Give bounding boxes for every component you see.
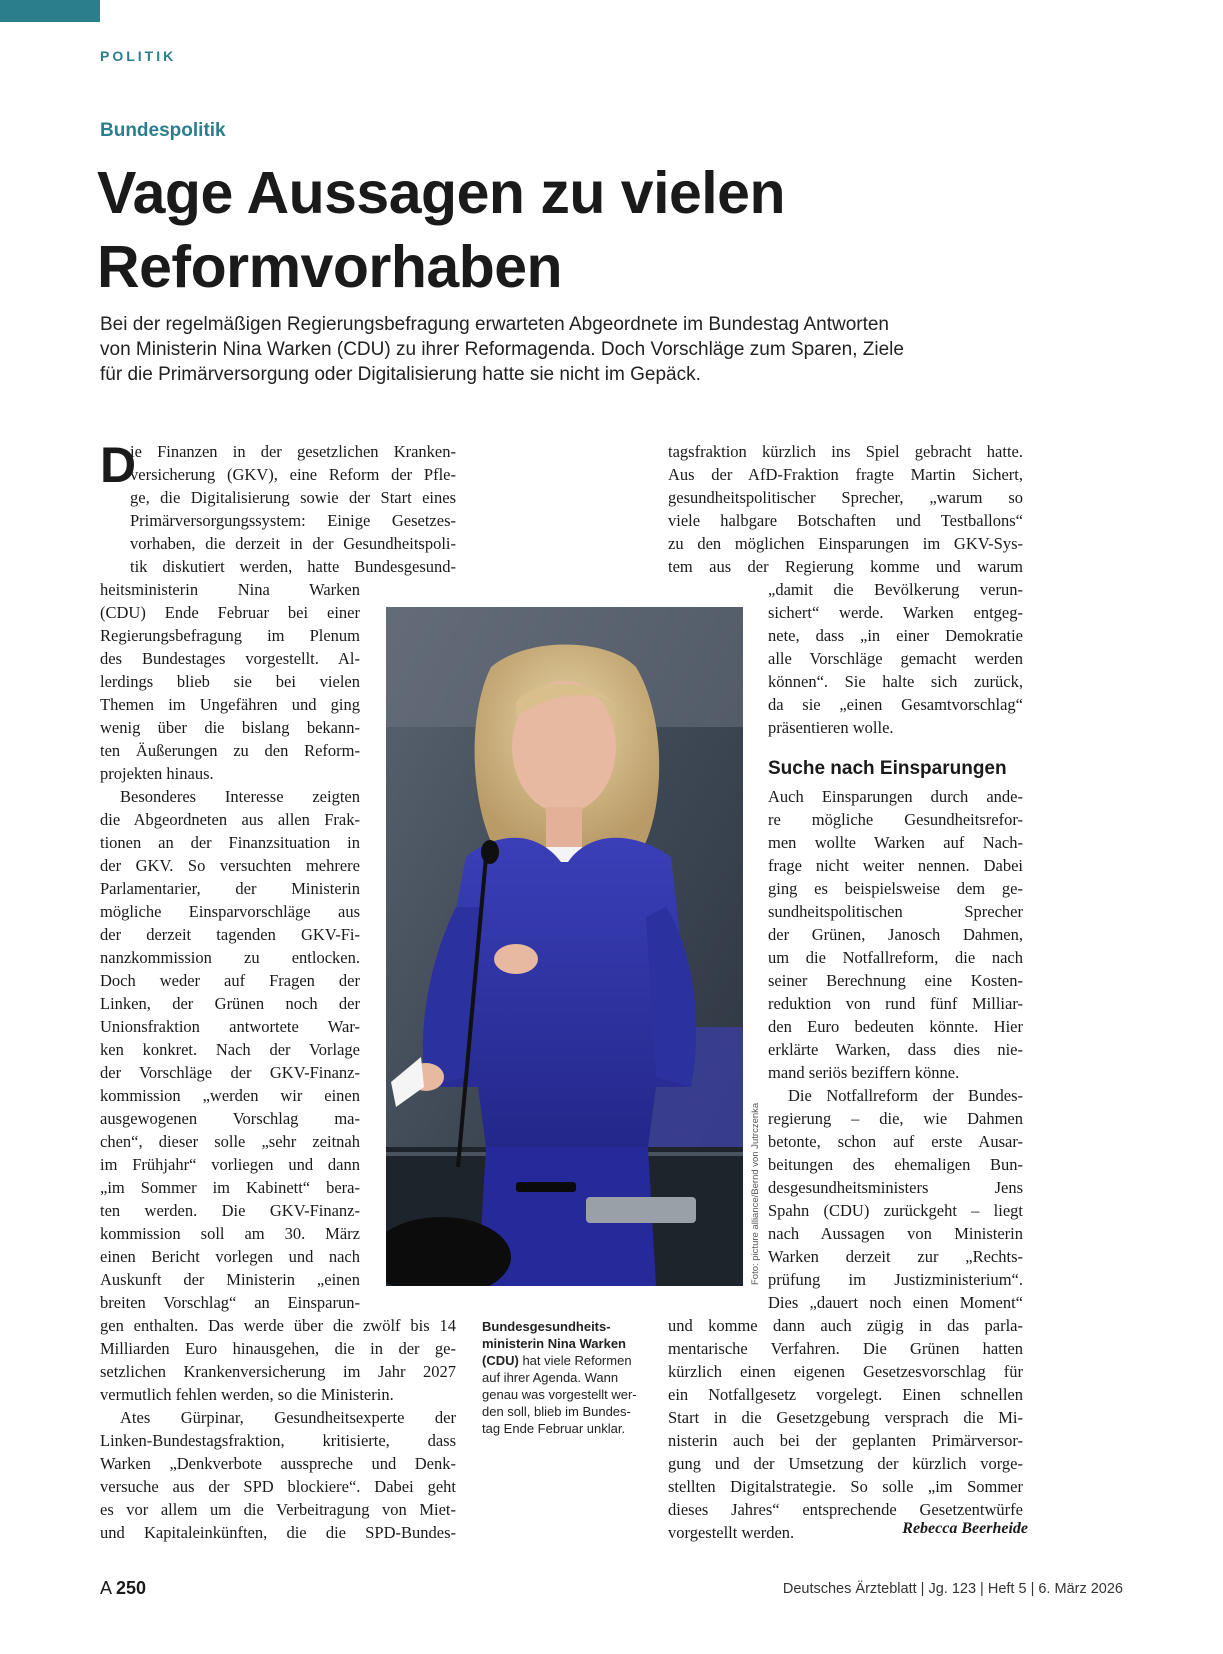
text-line: Auskunft der Ministerin „einen xyxy=(100,1270,360,1289)
text-line: Parlamentarier, der Ministerin xyxy=(100,879,360,898)
text-line: Auch Einsparungen durch ande- xyxy=(768,787,1023,806)
caption-bold-text: (CDU) xyxy=(482,1353,519,1368)
text-line: sichert“ werde. Warken entgeg- xyxy=(768,603,1023,622)
text-line: nach Aussagen von Ministerin xyxy=(768,1224,1023,1243)
text-line: Regierungsbefragung im Plenum xyxy=(100,626,360,645)
section-subheading: Suche nach Einsparungen xyxy=(768,758,1007,779)
text-line: setzlichen Krankenversicherung im Jahr 2027 xyxy=(100,1362,456,1381)
headline-line: Vage Aussagen zu vielen xyxy=(97,160,786,226)
text-line: kürzlich einen eigenen Gesetzesvorschlag für xyxy=(668,1362,1023,1381)
text-line: vorhaben, die derzeit in der Gesundheitspoli- xyxy=(130,534,456,553)
text-line: re mögliche Gesundheitsrefor- xyxy=(768,810,1023,829)
text-line: Linken-Bundestagsfraktion, kritisierte, dass xyxy=(100,1431,456,1450)
text-line: viele halbgare Botschaften und Testballons“ xyxy=(668,511,1023,530)
text-line: ten Äußerungen zu den Reform- xyxy=(100,741,360,760)
text-line: Aus der AfD-Fraktion fragte Martin Sichert, xyxy=(668,465,1023,484)
text-line: projekten hinaus. xyxy=(100,764,214,783)
caption-bold-text: Bundesgesundheits- xyxy=(482,1319,611,1334)
text-line: frage nicht weiter nennen. Dabei xyxy=(768,856,1023,875)
column1-beside-photo-text xyxy=(100,578,360,1314)
text-line: beitungen des ehemaligen Bun- xyxy=(768,1155,1023,1174)
column2-beside-photo-text xyxy=(768,578,1023,739)
text-line: und Kapitaleinkünften, die die SPD-Bundes- xyxy=(100,1523,456,1542)
caption-line: genau was vorgestellt wer- xyxy=(482,1387,637,1402)
text-line: kommission soll am 30. März xyxy=(100,1224,360,1243)
text-line: seiner Berechnung eine Kosten- xyxy=(768,971,1023,990)
caption-bold-text: ministerin Nina Warken xyxy=(482,1336,626,1351)
text-line: mentarische Verfahren. Die Grünen hatten xyxy=(668,1339,1023,1358)
text-line: Warken derzeit zur „Rechts- xyxy=(768,1247,1023,1266)
text-line: Themen im Ungefähren und ging xyxy=(100,695,360,714)
text-line: Linken, der Grünen noch der xyxy=(100,994,360,1013)
page-number xyxy=(100,1578,146,1599)
article-headline xyxy=(97,156,997,304)
minister-portrait-image xyxy=(386,607,743,1286)
text-line: gen enthalten. Das werde über die zwölf bis 14 xyxy=(100,1316,456,1335)
text-line: heitsministerin Nina Warken xyxy=(100,580,360,599)
text-line: Besonderes Interesse zeigten xyxy=(120,787,360,806)
column2-top-text xyxy=(668,440,1023,578)
text-line: können“. Sie halte sich zurück, xyxy=(768,672,1023,691)
text-line: breiten Vorschlag“ an Einsparun- xyxy=(100,1293,360,1312)
text-line: einen Bericht vorlegen und nach xyxy=(100,1247,360,1266)
caption-line xyxy=(482,1352,652,1369)
text-line: reduktion von rund fünf Milliar- xyxy=(768,994,1023,1013)
text-line: nete, dass „in einer Demokratie xyxy=(768,626,1023,645)
text-line: vermutlich fehlen werden, so die Ministerin. xyxy=(100,1385,394,1404)
text-line: der Vorschläge der GKV-Finanz- xyxy=(100,1063,360,1082)
text-line: Unionsfraktion antwortete War- xyxy=(100,1017,360,1036)
text-line: „im Sommer im Kabinett“ bera- xyxy=(100,1178,360,1197)
text-line: desgesundheitsministers Jens xyxy=(768,1178,1023,1197)
section-label: POLITIK xyxy=(100,48,177,64)
text-line: zu den möglichen Einsparungen im GKV-Sys- xyxy=(668,534,1023,553)
text-line: wenig über die bislang bekann- xyxy=(100,718,360,737)
text-line: gesundheitspolitischer Sprecher, „warum so xyxy=(668,488,1023,507)
text-line: die Abgeordneten aus allen Frak- xyxy=(100,810,360,829)
text-line: stellten Digitalstrategie. So solle „im Sommer xyxy=(668,1477,1023,1496)
headline-line: Reformvorhaben xyxy=(97,234,563,300)
text-line: da sie „einen Gesamtvorschlag“ xyxy=(768,695,1023,714)
article-photo xyxy=(386,607,743,1286)
text-line: ging es beispielsweise dem ge- xyxy=(768,879,1023,898)
text-line: ten werden. Die GKV-Finanz- xyxy=(100,1201,360,1220)
text-line: den Euro bedeuten könnte. Hier xyxy=(768,1017,1023,1036)
text-line: nisterin auch bei der geplanten Primärversor- xyxy=(668,1431,1023,1450)
text-line: betonte, schon auf erste Ausar- xyxy=(768,1132,1023,1151)
text-line: Warken „Denkverbote ausspreche und Denk- xyxy=(100,1454,456,1473)
text-line: ausgewogenen Vorschlag ma- xyxy=(100,1109,360,1128)
section-color-bar xyxy=(0,0,100,22)
text-line: im Frühjahr“ vorliegen und dann xyxy=(100,1155,360,1174)
text-line: tionen an der Finanzsituation in xyxy=(100,833,360,852)
column2-bottom-text xyxy=(668,1314,1023,1544)
caption-line: den soll, blieb im Bundes- xyxy=(482,1404,631,1419)
text-line: ge, die Digitalisierung sowie der Start eines xyxy=(130,488,456,507)
text-line: regierung – die, wie Dahmen xyxy=(768,1109,1023,1128)
text-line: sundheitspolitischen Sprecher xyxy=(768,902,1023,921)
text-line: erklärte Warken, dass dies nie- xyxy=(768,1040,1023,1059)
text-line: der GKV. So versuchten mehrere xyxy=(100,856,360,875)
text-line: ken konkret. Nach der Vorlage xyxy=(100,1040,360,1059)
text-line: gung und der Umsetzung der kürzlich vorge- xyxy=(668,1454,1023,1473)
text-line: alle Vorschläge gemacht werden xyxy=(768,649,1023,668)
text-line: (CDU) Ende Februar bei einer xyxy=(100,603,360,622)
text-line: tem aus der Regierung komme und warum xyxy=(668,557,1023,576)
column2-narrow-text xyxy=(768,785,1023,1314)
text-line: Spahn (CDU) zurückgeht – liegt xyxy=(768,1201,1023,1220)
column1-top-text xyxy=(130,440,456,578)
column1-bottom-text xyxy=(100,1314,456,1544)
photo-caption xyxy=(482,1318,652,1437)
caption-line: auf ihrer Agenda. Wann xyxy=(482,1370,619,1385)
text-line: mand seriös beziffern könne. xyxy=(768,1063,960,1082)
text-line: mögliche Einsparvorschläge aus xyxy=(100,902,360,921)
caption-line: tag Ende Februar unklar. xyxy=(482,1421,626,1436)
text-line: Milliarden Euro hinausgehen, die in der ge- xyxy=(100,1339,456,1358)
text-line: ein Notfallgesetz vorgelegt. Einen schnellen xyxy=(668,1385,1023,1404)
text-line: der derzeit tagenden GKV-Fi- xyxy=(100,925,360,944)
caption-line xyxy=(482,1335,652,1352)
text-line: men wollte Warken auf Nach- xyxy=(768,833,1023,852)
drop-cap: D xyxy=(100,437,137,493)
text-line: chen“, dieser solle „sehr zeitnah xyxy=(100,1132,360,1151)
lead-line: Bei der regelmäßigen Regierungsbefragung erwarteten Abgeordnete im Bundestag Antworten xyxy=(100,314,890,335)
author-name: Rebecca Beerheide xyxy=(902,1520,1028,1537)
text-line: des Bundestages vorgestellt. Al- xyxy=(100,649,360,668)
text-line: Doch weder auf Fragen der xyxy=(100,971,360,990)
text-line: kommission „werden wir einen xyxy=(100,1086,360,1105)
lead-line: für die Primärversorgung oder Digitalisierung hatte sie nicht im Gepäck. xyxy=(100,364,701,385)
text-line: Start in die Gesetzgebung versprach die Mi- xyxy=(668,1408,1023,1427)
text-line: vorgestellt werden. xyxy=(668,1523,795,1542)
text-line: dieses Jahres“ entsprechende Gesetzentwürfe xyxy=(668,1500,1023,1519)
text-line: nanzkommission zu entlocken. xyxy=(100,948,360,967)
text-line: versicherung (GKV), eine Reform der Pfle- xyxy=(130,465,456,484)
text-line: präsentieren wolle. xyxy=(768,718,894,737)
article-kicker: Bundespolitik xyxy=(100,120,226,141)
page-number-value: 250 xyxy=(116,1578,147,1598)
text-line: und komme dann auch zügig in das parla- xyxy=(668,1316,1023,1335)
article-lead xyxy=(100,312,940,387)
text-line: lerdings blieb sie bei vielen xyxy=(100,672,360,691)
text-line: der Grünen, Janosch Dahmen, xyxy=(768,925,1023,944)
text-line: ie Finanzen in der gesetzlichen Kranken- xyxy=(130,442,456,461)
caption-line xyxy=(482,1318,652,1335)
text-line: „damit die Bevölkerung verun- xyxy=(768,580,1023,599)
text-line: tagsfraktion kürzlich ins Spiel gebracht hatte. xyxy=(668,442,1023,461)
text-line: es vor allem um die Verbeitragung von Miet- xyxy=(100,1500,456,1519)
text-line: prüfung im Justizministerium“. xyxy=(768,1270,1023,1289)
journal-issue-info: Deutsches Ärzteblatt | Jg. 123 | Heft 5 | 6. März 2026 xyxy=(782,1581,1123,1597)
text-line: versuche aus der SPD blockiere“. Dabei geht xyxy=(100,1477,456,1496)
text-line: Die Notfallreform der Bundes- xyxy=(788,1086,1023,1105)
text-line: um die Notfallreform, die nach xyxy=(768,948,1023,967)
text-line: Dies „dauert noch einen Moment“ xyxy=(768,1293,1023,1312)
text-line: Primärversorgungssystem: Einige Gesetzes- xyxy=(130,511,456,530)
caption-text: hat viele Reformen xyxy=(518,1353,632,1368)
text-line: Ates Gürpinar, Gesundheitsexperte der xyxy=(120,1408,456,1427)
text-line: tik diskutiert werden, hatte Bundesgesund- xyxy=(130,557,456,576)
page-prefix: A xyxy=(100,1578,112,1598)
lead-line: von Ministerin Nina Warken (CDU) zu ihrer Reformagenda. Doch Vorschläge zum Sparen, Ziele xyxy=(100,339,904,360)
photo-credit: Foto: picture alliance/Bernd von Jutrczenka xyxy=(750,1102,761,1285)
